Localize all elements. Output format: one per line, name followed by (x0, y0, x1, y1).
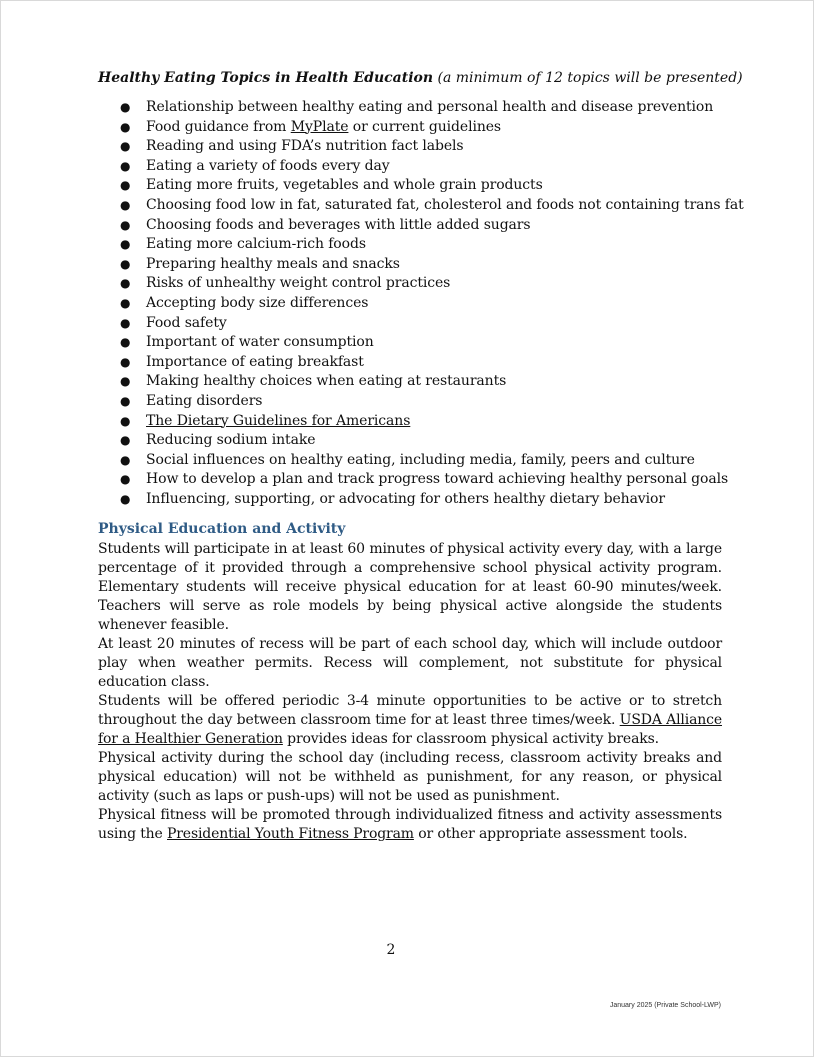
page-content (98, 67, 744, 844)
topic-text: Influencing, supporting, or advocating for others healthy dietary behavior (146, 490, 665, 507)
bullet-icon: ● (120, 433, 131, 448)
topic-item (98, 98, 722, 118)
topic-item (98, 470, 729, 490)
topic-text-end: or current guidelines (348, 118, 502, 135)
topic-text: Reducing sodium intake (146, 432, 316, 449)
bullet-icon: ● (120, 452, 131, 467)
bullet-icon: ● (120, 119, 131, 134)
topic-text: Social influences on healthy eating, including media, family, peers and culture (146, 451, 695, 468)
bullet-icon: ● (120, 413, 131, 428)
topic-text: Food guidance from (146, 118, 291, 135)
topic-text: Eating a variety of foods every day (146, 157, 390, 174)
topic-link[interactable]: MyPlate (290, 118, 349, 135)
topic-text: Choosing foods and beverages with little added sugars (146, 216, 531, 233)
bullet-icon: ● (120, 354, 131, 369)
topic-text: Preparing healthy meals and snacks (146, 255, 400, 272)
topic-text: Relationship between healthy eating and personal health and disease prevention (146, 99, 714, 115)
topic-item (98, 196, 744, 216)
paragraph-daily-activity: Students will participate in at least 60 minutes of physical activity every day, with a large percentage of it provided through a comprehensive school physical activity program. Elementary students will receive physical education for at least 60-90 minutes/week. Teachers will serve as role models by being physical active alongside the students whenever feasible. (98, 541, 722, 634)
healthy-eating-heading (98, 67, 743, 89)
bullet-icon: ● (120, 315, 131, 330)
topic-text: Reading and using FDA’s nutrition fact labels (146, 138, 464, 155)
topic-item (98, 490, 722, 510)
topic-item (98, 176, 722, 196)
healthy-eating-note: (a minimum of 12 topics will be presented) (437, 70, 743, 86)
bullet-icon: ● (120, 139, 131, 154)
healthy-eating-topic-list (98, 98, 744, 509)
topic-text: Important of water consumption (146, 334, 374, 351)
bullet-icon: ● (120, 197, 131, 212)
bullet-icon: ● (120, 100, 131, 114)
topic-text: How to develop a plan and track progress toward achieving healthy personal goals (146, 471, 729, 488)
bullet-icon: ● (120, 472, 131, 487)
topic-item (98, 431, 722, 451)
topic-text: Making healthy choices when eating at restaurants (146, 373, 507, 390)
topic-text: Eating disorders (146, 392, 263, 409)
usda-alliance-link[interactable]: USDA Alliance for a Healthier Generation (98, 712, 722, 748)
topic-text: Choosing food low in fat, saturated fat, cholesterol and foods not containing trans fat (146, 196, 744, 213)
paragraph-recess: At least 20 minutes of recess will be part of each school day, which will include outdoor play when weather permits. Recess will complement, not substitute for physical education class. (98, 636, 722, 691)
topic-item (98, 255, 722, 275)
topic-item (98, 353, 722, 373)
activity-breaks-text: Students will be offered periodic 3-4 minute opportunities to be active or to stretch throughout the day between classroom time for at least three times/week. (98, 693, 722, 729)
paragraph-fitness-assessment (98, 806, 722, 844)
paragraph-activity-breaks (98, 692, 722, 749)
topic-link[interactable]: The Dietary Guidelines for Americans (146, 412, 411, 429)
bullet-icon: ● (120, 335, 131, 350)
topic-item (98, 274, 722, 294)
topic-item (98, 333, 722, 353)
topic-item (98, 451, 722, 471)
bullet-icon: ● (120, 276, 131, 291)
fitness-assessment-text: Physical fitness will be promoted through individualized fitness and activity assessments using the (98, 807, 722, 843)
bullet-icon: ● (120, 217, 131, 232)
bullet-icon: ● (120, 178, 131, 193)
topic-item (98, 137, 722, 157)
topic-text: Eating more calcium-rich foods (146, 236, 366, 253)
bullet-icon: ● (120, 256, 131, 271)
bullet-icon: ● (120, 393, 131, 408)
topic-item (98, 118, 722, 138)
topic-text: Food safety (146, 314, 227, 331)
topic-item (98, 392, 722, 412)
footer-note: January 2025 (Private School-LWP) (609, 1002, 721, 1009)
bullet-icon: ● (120, 237, 131, 252)
bullet-icon: ● (120, 491, 131, 506)
physical-education-heading: Physical Education and Activity (98, 521, 346, 538)
activity-breaks-text-end: provides ideas for classroom physical activity breaks. (282, 731, 659, 748)
topic-item (98, 294, 722, 314)
paragraph-no-punishment: Physical activity during the school day (including recess, classroom activity breaks and physical education) will not be withheld as punishment, for any reason, or physical activity (such as laps or push-ups) will not be used as punishment. (98, 750, 722, 805)
topic-text: Risks of unhealthy weight control practices (146, 275, 451, 292)
topic-item (98, 216, 722, 236)
presidential-fitness-link[interactable]: Presidential Youth Fitness Program (167, 826, 414, 843)
fitness-assessment-text-end: or other appropriate assessment tools. (413, 826, 688, 843)
topic-item (98, 157, 722, 177)
bullet-icon: ● (120, 374, 131, 389)
topic-item (98, 235, 722, 255)
healthy-eating-title: Healthy Eating Topics in Health Education (98, 70, 434, 86)
bullet-icon: ● (120, 158, 131, 173)
bullet-icon: ● (120, 295, 131, 310)
topic-item (98, 314, 722, 334)
topic-text: Importance of eating breakfast (146, 353, 364, 370)
topic-item (98, 412, 722, 432)
topic-item (98, 372, 722, 392)
topic-text: Eating more fruits, vegetables and whole grain products (146, 177, 543, 194)
topic-text: Accepting body size differences (146, 294, 369, 311)
page-number: 2 (386, 942, 396, 958)
